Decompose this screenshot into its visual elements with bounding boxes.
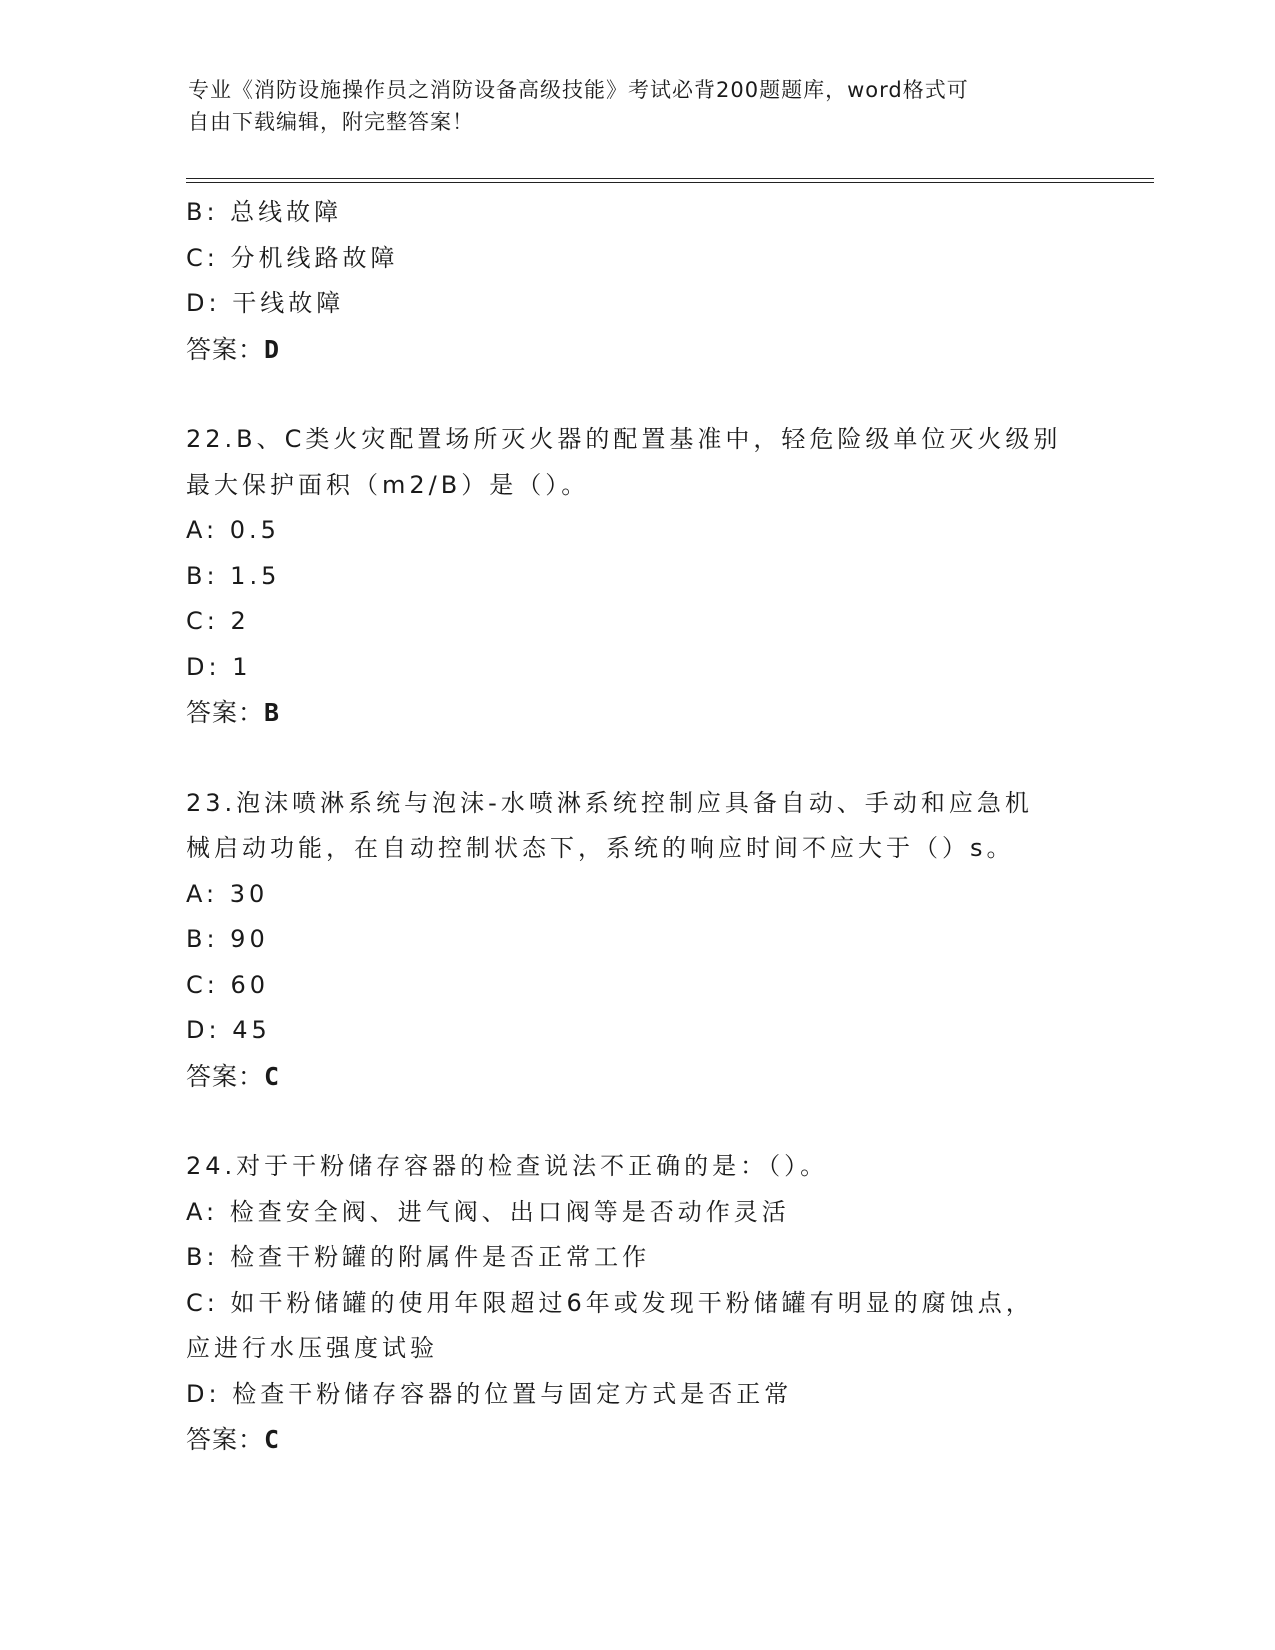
question-stem: 23.泡沫喷淋系统与泡沫-水喷淋系统控制应具备自动、手动和应急机: [186, 788, 1033, 817]
answer-value: D: [264, 334, 281, 364]
answer-value: C: [264, 1061, 281, 1091]
question-stem: 24.对于干粉储存容器的检查说法不正确的是：（）。: [186, 1152, 829, 1180]
answer-label: 答案：: [186, 334, 265, 364]
option-b: B: 90: [186, 925, 269, 953]
answer-value: C: [264, 1425, 281, 1454]
document-header: [188, 74, 1088, 138]
option-c: C: 分机线路故障: [186, 243, 399, 272]
question-21-continued: [186, 190, 1106, 372]
option-d: D: 45: [186, 1016, 271, 1044]
option-d: D: 1: [186, 652, 252, 681]
answer-line: [186, 1417, 1106, 1463]
answer-line: [186, 327, 1106, 373]
header-divider-bottom: [186, 182, 1154, 183]
document-body: [186, 190, 1106, 1463]
option-d: D: 检查干粉储存容器的位置与固定方式是否正常: [186, 1379, 793, 1408]
question-24: [186, 1144, 1106, 1463]
header-divider-top: [186, 178, 1154, 179]
answer-value: B: [264, 698, 281, 727]
option-c: C: 如干粉储罐的使用年限超过6年或发现干粉储罐有明显的腐蚀点，: [186, 1288, 1034, 1317]
answer-label: 答案：: [186, 698, 265, 727]
option-c: C: 2: [186, 607, 250, 635]
header-line-1: 专业《消防设施操作员之消防设备高级技能》考试必背200题题库，word格式可: [188, 78, 969, 102]
answer-line: [186, 690, 1106, 736]
question-22: [186, 417, 1106, 736]
question-stem: 最大保护面积（m2/B）是（）。: [186, 470, 590, 499]
answer-line: [186, 1054, 1106, 1100]
option-b: B: 总线故障: [186, 198, 343, 226]
answer-label: 答案：: [186, 1425, 265, 1454]
option-d: D: 干线故障: [186, 289, 345, 317]
option-c-continued: 应进行水压强度试验: [186, 1334, 438, 1362]
option-b: B: 1.5: [186, 561, 281, 590]
question-stem: 械启动功能，在自动控制状态下，系统的响应时间不应大于（）s。: [186, 834, 1015, 862]
header-line-2: 自由下载编辑，附完整答案！: [188, 110, 474, 134]
answer-label: 答案：: [186, 1061, 265, 1091]
option-a: A: 30: [186, 879, 269, 908]
question-23: [186, 781, 1106, 1100]
question-stem: 22.B、C类火灾配置场所灭火器的配置基准中，轻危险级单位灭火级别: [186, 425, 1062, 453]
option-a: A: 0.5: [186, 516, 280, 544]
option-a: A: 检查安全阀、进气阀、出口阀等是否动作灵活: [186, 1197, 790, 1226]
option-c: C: 60: [186, 970, 270, 999]
option-b: B: 检查干粉罐的附属件是否正常工作: [186, 1243, 651, 1271]
